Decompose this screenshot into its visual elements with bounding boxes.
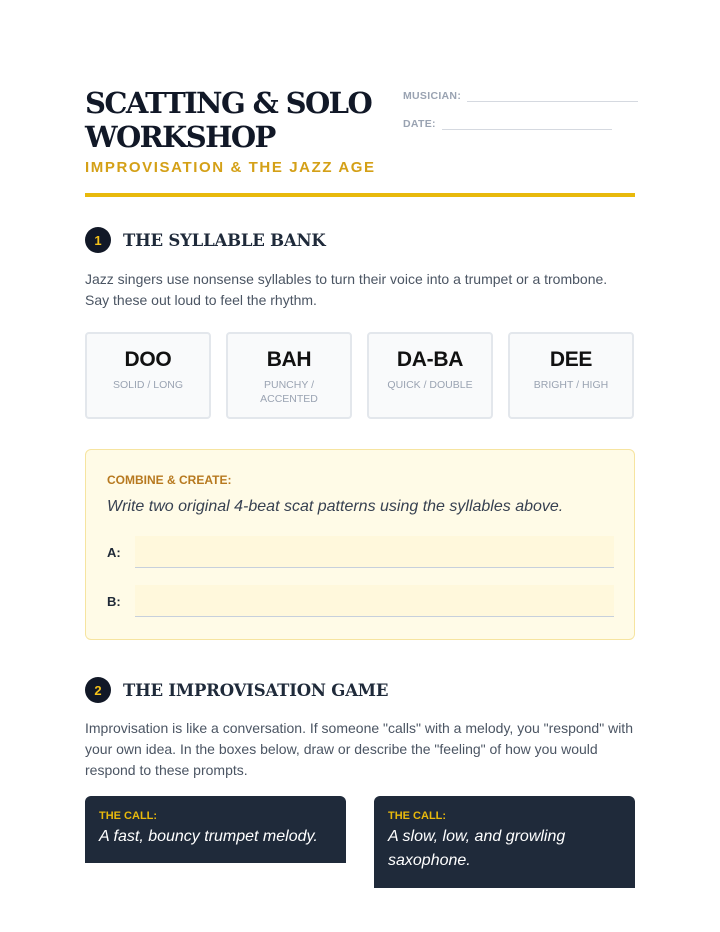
answer-a-label: A: <box>107 544 121 560</box>
worksheet-header <box>85 86 635 198</box>
syllable-word: DEE <box>549 348 593 371</box>
call-label: THE CALL: <box>388 810 447 822</box>
call-label: THE CALL: <box>99 810 158 822</box>
syllable-description: BRIGHT / HIGH <box>533 379 609 391</box>
musician-label: MUSICIAN: <box>403 90 462 102</box>
syllable-word: DOO <box>124 348 172 371</box>
worksheet-title: SCATTING & SOLO WORKSHOP <box>85 86 372 154</box>
combine-prompt: Write two original 4-beat scat patterns using the syllables above. <box>107 498 564 515</box>
answer-a-field[interactable] <box>135 536 614 568</box>
musician-field <box>403 88 638 102</box>
section-1-intro: Jazz singers use nonsense syllables to turn their voice into a trumpet or a trombone. Say these out loud to feel the rhythm. <box>85 271 608 308</box>
date-label: DATE: <box>403 118 436 130</box>
date-input-line[interactable] <box>442 116 612 130</box>
combine-create-box <box>85 449 635 640</box>
syllable-card <box>508 332 634 419</box>
section-1-number-badge: 1 <box>85 227 111 253</box>
worksheet-subtitle: IMPROVISATION & THE JAZZ AGE <box>85 159 376 176</box>
section-2-heading <box>85 677 388 703</box>
call-card-2 <box>374 796 635 888</box>
syllable-card <box>226 332 352 419</box>
section-1-title: THE SYLLABLE BANK <box>123 230 326 250</box>
section-2-intro: Improvisation is like a conversation. If someone "calls" with a melody, you "respond" with your own idea. In the boxes below, draw or describe the "feeling" of how you would respond to these prompts. <box>85 720 633 778</box>
date-field <box>403 116 612 130</box>
syllable-card <box>367 332 493 419</box>
header-divider <box>85 193 635 197</box>
section-2-title: THE IMPROVISATION GAME <box>123 680 389 700</box>
call-card-1 <box>85 796 346 863</box>
call-text: A fast, bouncy trumpet melody. <box>99 828 318 845</box>
syllable-description: PUNCHY / ACCENTED <box>260 379 318 405</box>
call-text: A slow, low, and growling saxophone. <box>388 828 566 869</box>
syllable-bank <box>85 332 635 419</box>
answer-b-label: B: <box>107 593 121 609</box>
combine-label: COMBINE & CREATE: <box>107 473 232 487</box>
syllable-card <box>85 332 211 419</box>
answer-b-field[interactable] <box>135 585 614 617</box>
syllable-word: BAH <box>266 348 312 371</box>
syllable-description: QUICK / DOUBLE <box>387 379 473 391</box>
section-2-number-badge: 2 <box>85 677 111 703</box>
musician-input-line[interactable] <box>467 88 638 102</box>
section-1-heading <box>85 227 326 253</box>
syllable-word: DA-BA <box>396 348 464 371</box>
syllable-description: SOLID / LONG <box>112 379 184 391</box>
answer-row-b <box>107 585 614 617</box>
answer-row-a <box>107 536 614 568</box>
